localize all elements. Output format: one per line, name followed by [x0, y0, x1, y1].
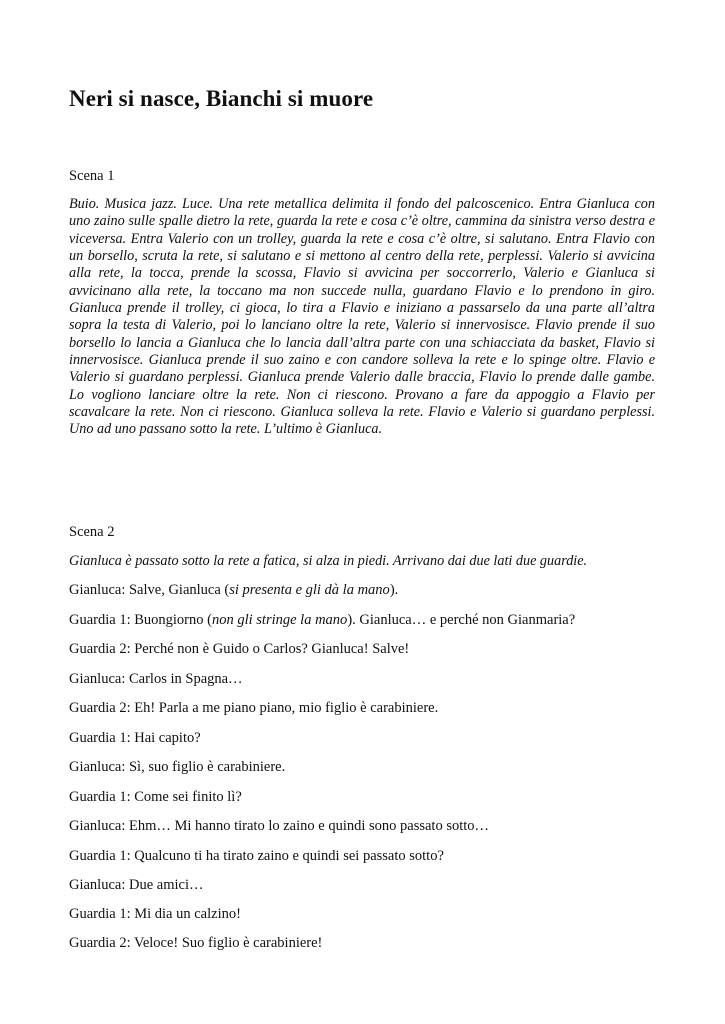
dialogue-stage-note: non gli stringe la mano — [211, 612, 348, 628]
scene-1-stage-direction: Buio. Musica jazz. Luce. Una rete metallica delimita il fondo del palcoscenico. Entra Gianluca con uno zaino sulle spalle dietro la rete, guarda la rete e cosa c’è oltre, cammina da sinistra verso destra e viceversa. Entra Valerio con un trolley, guarda la rete e cosa c’è oltre, si salutano. Entra Flavio con un borsello, scruta la rete, si salutano e si mettono al centro della rete, perplessi. Valerio si avvicina alla rete, la tocca, prende la scossa, Flavio si avvicina per soccorrerlo, Valerio e Gianluca si avvicinano alla rete, la toccano ma non succede nulla, guardano Flavio e lo prendono in giro. Gianluca prende il trolley, ci gioca, lo tira a Flavio e iniziano a passarselo da una parte all’altra sopra la testa di Valerio, poi lo lanciano oltre la rete, Valerio si innervosisce. Flavio prende il suo borsello lo lancia a Gianluca che lo lancia dall’altra parte con una schiacciata da basket, Flavio si innervosisce. Gianluca prende il suo zaino e con candore solleva la rete e lo spinge oltre. Flavio e Valerio si guardano perplessi. Gianluca prende Valerio dalle braccia, Flavio lo prende dalle gambe. Lo vogliono lanciare oltre la rete. Non ci riescono. Provano a fare da appoggio a Flavio per scavalcare la rete. Non ci riescono. Gianluca solleva la rete. Flavio e Valerio si guardano perplessi. Uno ad uno passano sotto la rete. L’ultimo è Gianluca. — [69, 196, 655, 438]
scene-1-heading: Scena 1 — [69, 168, 115, 184]
document-title: Neri si nasce, Bianchi si muore — [69, 86, 374, 111]
dialogue-line — [69, 612, 575, 629]
dialogue-line: Gianluca: Ehm… Mi hanno tirato lo zaino e quindi sono passato sotto… — [69, 818, 490, 834]
dialogue-line: Guardia 1: Qualcuno ti ha tirato zaino e quindi sei passato sotto? — [69, 848, 444, 864]
dialogue-line: Guardia 1: Hai capito? — [69, 730, 201, 746]
dialogue-line: Gianluca: Due amici… — [69, 877, 204, 893]
dialogue-line: Guardia 1: Come sei finito lì? — [69, 789, 242, 805]
dialogue-line: Guardia 2: Perché non è Guido o Carlos? Gianluca! Salve! — [69, 641, 410, 657]
dialogue-line: Gianluca: Sì, suo figlio è carabiniere. — [69, 759, 286, 775]
scene-2-stage-direction: Gianluca è passato sotto la rete a fatica, si alza in piedi. Arrivano dai due lati due guardie. — [69, 553, 588, 569]
dialogue-line: Guardia 2: Veloce! Suo figlio è carabiniere! — [69, 935, 323, 951]
dialogue-line — [69, 582, 398, 599]
scene-2-heading: Scena 2 — [69, 524, 115, 540]
dialogue-line: Gianluca: Carlos in Spagna… — [69, 671, 243, 687]
dialogue-text: Gianluca: Salve, Gianluca ( — [69, 582, 230, 598]
dialogue-text: ). Gianluca… e perché non Gianmaria? — [347, 612, 576, 628]
dialogue-text: ). — [389, 582, 399, 598]
dialogue-stage-note: si presenta e gli dà la mano — [229, 582, 390, 598]
dialogue-line: Guardia 2: Eh! Parla a me piano piano, mio figlio è carabiniere. — [69, 700, 439, 716]
dialogue-line: Guardia 1: Mi dia un calzino! — [69, 906, 241, 922]
dialogue-text: Guardia 1: Buongiorno ( — [69, 612, 212, 628]
